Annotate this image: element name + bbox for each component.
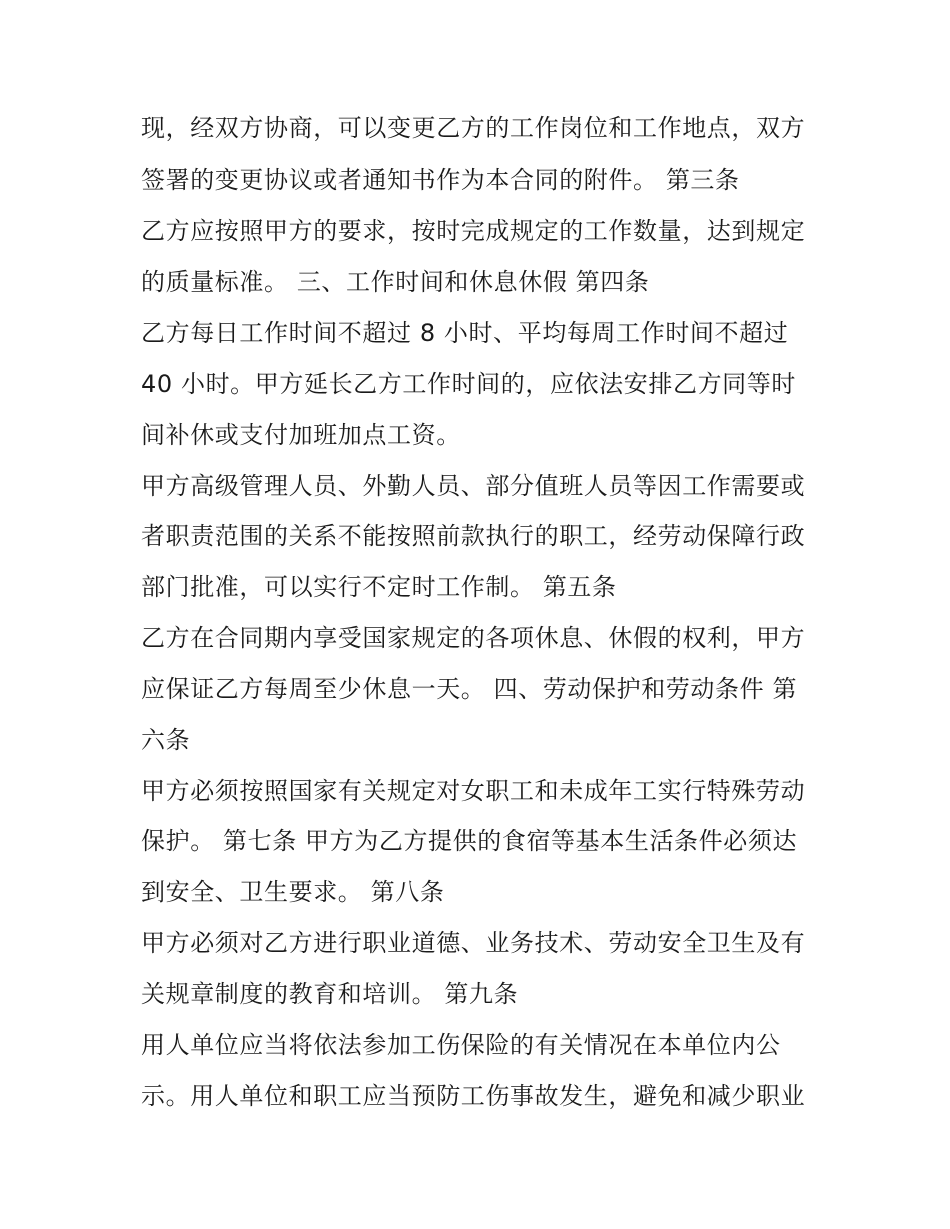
text-line: 签署的变更协议或者通知书作为本合同的附件。 第三条 [141, 166, 740, 194]
text-line: 用人单位应当将依法参加工伤保险的有关情况在本单位内公 [141, 1031, 781, 1059]
text-line: 甲方必须按照国家有关规定对女职工和未成年工实行特殊劳动 [141, 777, 806, 805]
text-line: 六条 [141, 726, 191, 754]
text-line: 乙方在合同期内享受国家规定的各项休息、休假的权利，甲方 [141, 624, 806, 652]
text-line: 乙方每日工作时间不超过 8 小时、平均每周工作时间不超过 [141, 319, 789, 347]
text-line: 甲方高级管理人员、外勤人员、部分值班人员等因工作需要或 [141, 472, 806, 500]
text-line: 应保证乙方每周至少休息一天。 四、劳动保护和劳动条件 第 [141, 675, 798, 703]
text-line: 间补休或支付加班加点工资。 [141, 421, 461, 449]
text-line: 关规章制度的教育和培训。 第九条 [141, 980, 519, 1008]
text-line: 示。用人单位和职工应当预防工伤事故发生，避免和减少职业 [141, 1082, 806, 1110]
text-line: 部门批准，可以实行不定时工作制。 第五条 [141, 573, 617, 601]
text-line: 保护。 第七条 甲方为乙方提供的食宿等基本生活条件必须达 [141, 827, 798, 855]
text-line: 到安全、卫生要求。 第八条 [141, 878, 445, 906]
text-line: 甲方必须对乙方进行职业道德、业务技术、劳动安全卫生及有 [141, 929, 806, 957]
text-line: 乙方应按照甲方的要求，按时完成规定的工作数量，达到规定 [141, 217, 806, 245]
text-line: 的质量标准。 三、工作时间和休息休假 第四条 [141, 268, 650, 296]
text-line: 者职责范围的关系不能按照前款执行的职工，经劳动保障行政 [141, 522, 806, 550]
text-line: 现，经双方协商，可以变更乙方的工作岗位和工作地点，双方 [141, 114, 806, 142]
text-line: 40 小时。甲方延长乙方工作时间的，应依法安排乙方同等时 [141, 370, 796, 398]
